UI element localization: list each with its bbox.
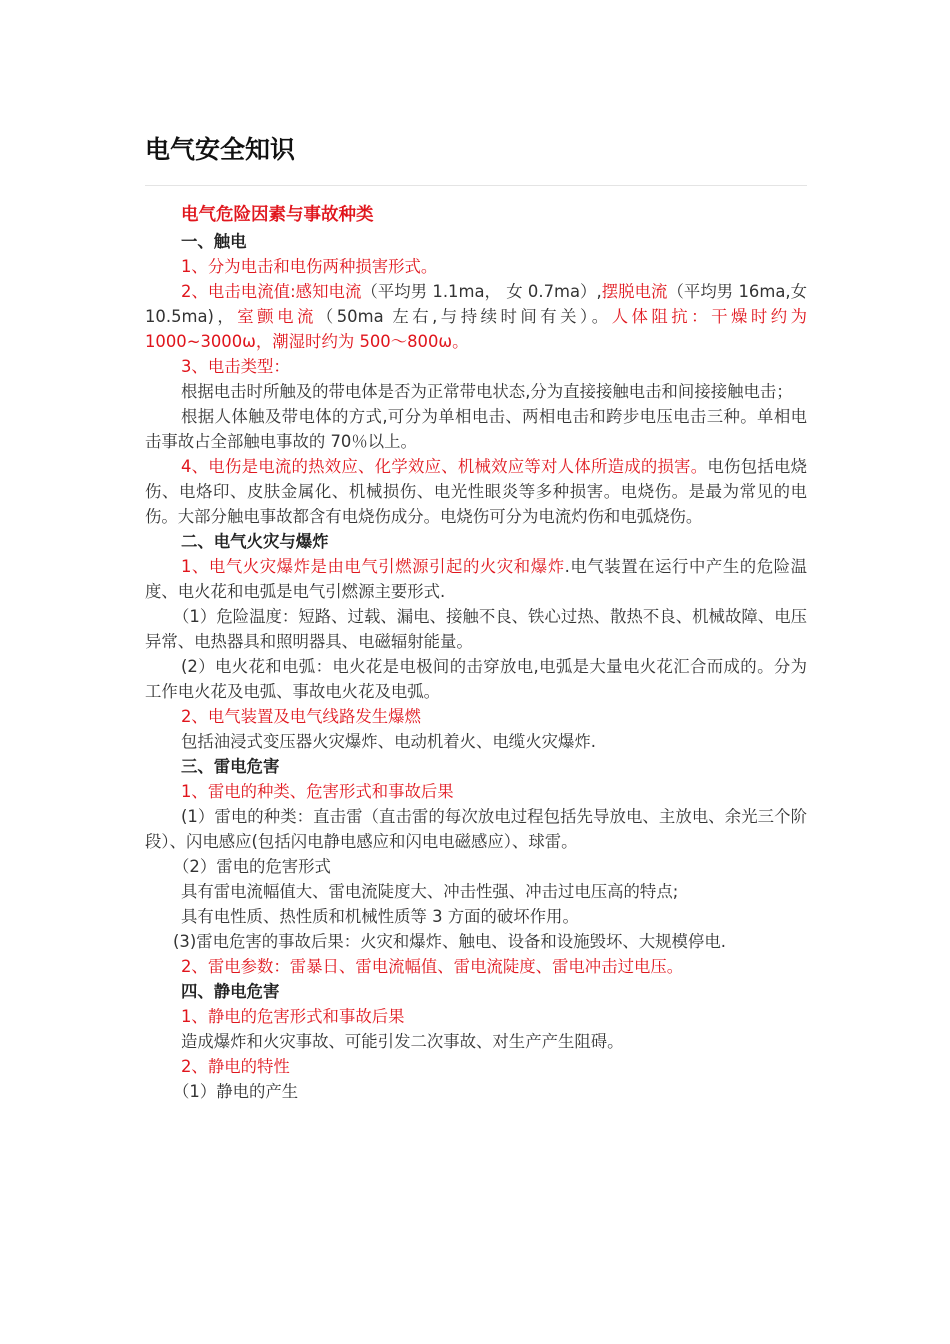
paragraph-mixed: [145, 554, 807, 604]
heading-electrical-fire: 二、电气火灾与爆炸: [181, 532, 329, 551]
paragraph: 根据电击时所触及的带电体是否为正常带电状态,分为直接接触电击和间接接触电击；: [181, 382, 793, 401]
paragraph: 1、雷电的种类、危害形式和事故后果: [181, 782, 454, 801]
paragraph: 2、电气装置及电气线路发生爆燃: [181, 707, 421, 726]
paragraph: 2、雷电参数：雷暴日、雷电流幅值、雷电流陡度、雷电冲击过电压。: [181, 957, 684, 976]
paragraph: （2）雷电的危害形式: [173, 857, 331, 876]
body-text: （平均男 1.1ma， 女 0.7ma）,: [361, 282, 602, 301]
highlight-text: 摆脱电流: [601, 282, 668, 301]
paragraph-mixed: [145, 279, 807, 354]
paragraph: (3)雷电危害的事故后果：火灾和爆炸、触电、设备和设施毁坏、大规模停电.: [173, 932, 726, 951]
highlight-text: 感知电流: [295, 282, 362, 301]
paragraph: 造成爆炸和火灾事故、可能引发二次事故、对生产产生阻碍。: [181, 1032, 624, 1051]
highlight-text: 人体阻抗：干燥时约为 1000~3000ω，潮湿时约为 500～800ω。: [145, 307, 808, 351]
paragraph: （1）静电的产生: [173, 1082, 299, 1101]
paragraph: 1、分为电击和电伤两种损害形式。: [181, 257, 438, 276]
heading-static: 四、静电危害: [181, 982, 280, 1001]
document-page: [145, 128, 807, 1104]
paragraph-mixed: [145, 454, 807, 529]
paragraph: 根据人体触及带电体的方式,可分为单相电击、两相电击和跨步电压电击三种。单相电击事故占全部触电事故的 70％以上。: [145, 407, 807, 451]
paragraph: 包括油浸式变压器火灾爆炸、电动机着火、电缆火灾爆炸.: [181, 732, 596, 751]
body-text: （平均男 16ma,女 10.5ma)，: [145, 282, 808, 326]
paragraph: 具有电性质、热性质和机械性质等 3 方面的破坏作用。: [181, 907, 579, 926]
document-title: 电气安全知识: [145, 135, 296, 164]
paragraph: 2、静电的特性: [181, 1057, 290, 1076]
title-divider: [145, 185, 807, 186]
section-title: 电气危险因素与事故种类: [181, 205, 374, 225]
paragraph: 1、静电的危害形式和事故后果: [181, 1007, 405, 1026]
heading-electric-shock: 一、触电: [181, 232, 247, 251]
body-text: 电伤包括电烧伤、电烙印、皮肤金属化、机械损伤、电光性眼炎等多种损害。电烧伤。是最为常见的电伤。大部分触电事故都含有电烧伤成分。电烧伤可分为电流灼伤和电弧烧伤。: [145, 457, 807, 526]
document-content: [145, 202, 807, 1104]
paragraph: (2）电火花和电弧：电火花是电极间的击穿放电,电弧是大量电火花汇合而成的。分为工作电火花及电弧、事故电火花及电弧。: [145, 657, 807, 701]
highlight-text: 室颤电流: [237, 307, 317, 326]
paragraph: 3、电击类型：: [181, 357, 290, 376]
paragraph: (1）雷电的种类：直击雷（直击雷的每次放电过程包括先导放电、主放电、余光三个阶段）、闪电感应(包括闪电静电感应和闪电电磁感应）、球雷。: [145, 807, 807, 851]
highlight-text: 4、电伤是电流的热效应、化学效应、机械效应等对人体所造成的损害。: [181, 457, 708, 476]
paragraph: （1）危险温度：短路、过载、漏电、接触不良、铁心过热、散热不良、机械故障、电压异常、电热器具和照明器具、电磁辐射能量。: [145, 607, 807, 651]
body-text: .电气装置在运行中产生的危险温度、电火花和电弧是电气引燃源主要形式.: [145, 557, 807, 601]
highlight-text: 1、电气火灾爆炸是由电气引燃源引起的火灾和爆炸: [181, 557, 565, 576]
body-text: （50ma 左右,与持续时间有关）。: [316, 307, 612, 326]
highlight-text: 2、电击电流值:: [181, 282, 296, 301]
paragraph: 具有雷电流幅值大、雷电流陡度大、冲击性强、冲击过电压高的特点;: [181, 882, 679, 901]
heading-lightning: 三、雷电危害: [181, 757, 280, 776]
